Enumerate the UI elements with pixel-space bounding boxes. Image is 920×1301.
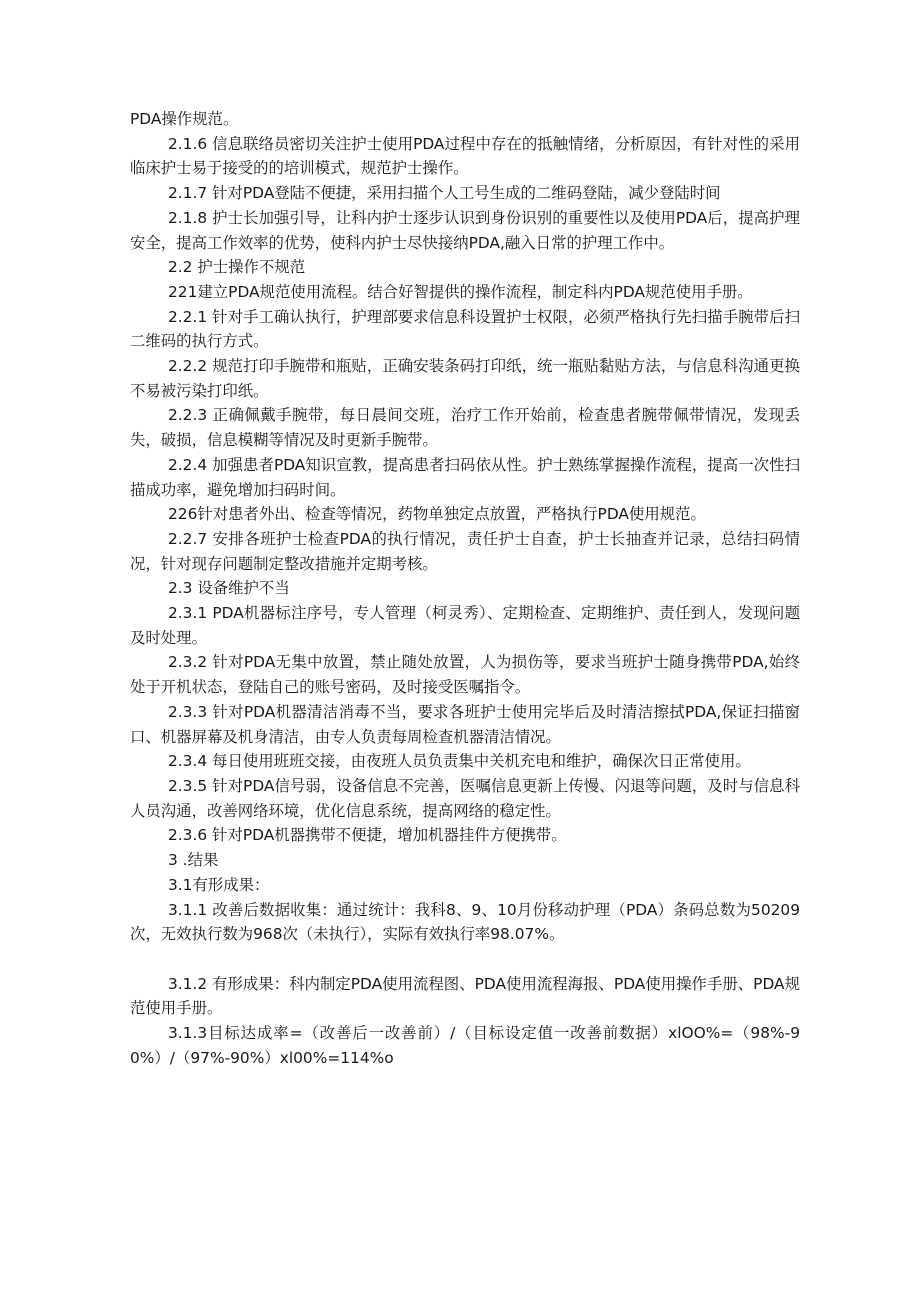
section-heading-3: 3 .结果 [168,851,219,870]
paragraph-2-3-5: 2.3.5 针对PDA信号弱，设备信息不完善，医嘱信息更新上传慢、闪退等问题，及时与信息科人员沟通，改善网络环境，优化信息系统，提高网络的稳定性。 [130,776,800,820]
paragraph-pda-standard: PDA操作规范。 [130,110,239,128]
paragraph-2-1-8: 2.1.8 护士长加强引导，让科内护士逐步认识到身份识别的重要性以及使用PDA后，提高护理安全，提高工作效率的优势，使科内护士尽快接纳PDA,融入日常的护理工作中。 [130,208,800,252]
paragraph-2-2-1-intro: 221建立PDA规范使用流程。结合好智提供的操作流程，制定科内PDA规范使用手册。 [168,282,753,301]
paragraph-2-2-1: 2.2.1 针对手工确认执行，护理部要求信息科设置护士权限，必须严格执行先扫描手腕带后扫二维码的执行方式。 [130,307,800,351]
section-heading-2-2: 2.2 护士操作不规范 [168,258,306,277]
paragraph-2-2-2: 2.2.2 规范打印手腕带和瓶贴，正确安装条码打印纸，统一瓶贴黏贴方法，与信息科沟通更换不易被污染打印纸。 [130,357,800,400]
paragraph-2-3-1: 2.3.1 PDA机器标注序号，专人管理（柯灵秀）、定期检查、定期维护、责任到人，发现问题及时处理。 [130,604,800,647]
paragraph-2-2-6: 226针对患者外出、检查等情况，药物单独定点放置，严格执行PDA使用规范。 [168,505,706,524]
paragraph-2-1-6: 2.1.6 信息联络员密切关注护士使用PDA过程中存在的抵触情绪，分析原因，有针对性的采用临床护士易于接受的的培训模式，规范护士操作。 [130,134,800,178]
paragraph-2-2-3: 2.2.3 正确佩戴手腕带，每日晨间交班，治疗工作开始前，检查患者腕带佩带情况，发现丢失，破损，信息模糊等情况及时更新手腕带。 [130,406,800,450]
paragraph-2-3-2: 2.3.2 针对PDA无集中放置，禁止随处放置，人为损伤等，要求当班护士随身携带PDA,始终处于开机状态，登陆自己的账号密码，及时接受医嘱指令。 [130,653,800,697]
paragraph-2-3-4: 2.3.4 每日使用班班交接，由夜班人员负责集中关机充电和维护，确保次日正常使用。 [168,752,751,771]
paragraph-2-3-6: 2.3.6 针对PDA机器携带不便捷，增加机器挂件方便携带。 [168,826,567,845]
paragraph-3-1-3: 3.1.3目标达成率=（改善后一改善前）/（目标设定值一改善前数据）xlOO%=（98%-90%）/（97%-90%）xl00%=114%o [130,1024,800,1067]
paragraph-2-2-4: 2.2.4 加强患者PDA知识宣教，提高患者扫码依从性。护士熟练掌握操作流程，提高一次性扫描成功率，避免增加扫码时间。 [130,455,800,499]
document-page [130,107,800,1070]
paragraph-2-3-3: 2.3.3 针对PDA机器清洁消毒不当，要求各班护士使用完毕后及时清洁擦拭PDA,保证扫描窗口、机器屏幕及机身清洁，由专人负责每周检查机器清洁情况。 [130,702,800,746]
paragraph-3-1-1: 3.1.1 改善后数据收集：通过统计：我科8、9、10月份移动护理（PDA）条码总数为50209次，无效执行数为968次（未执行），实际有效执行率98.07%。 [130,900,800,944]
section-heading-3-1: 3.1有形成果： [168,875,270,894]
paragraph-2-2-7: 2.2.7 安排各班护士检查PDA的执行情况，责任护士自查，护士长抽查并记录，总结扫码情况，针对现存问题制定整改措施并定期考核。 [130,529,800,573]
paragraph-3-1-2: 3.1.2 有形成果：科内制定PDA使用流程图、PDA使用流程海报、PDA使用操作手册、PDA规范使用手册。 [130,974,800,1018]
section-heading-2-3: 2.3 设备维护不当 [168,579,290,598]
paragraph-2-1-7: 2.1.7 针对PDA登陆不便捷，采用扫描个人工号生成的二维码登陆，减少登陆时间 [168,184,721,203]
